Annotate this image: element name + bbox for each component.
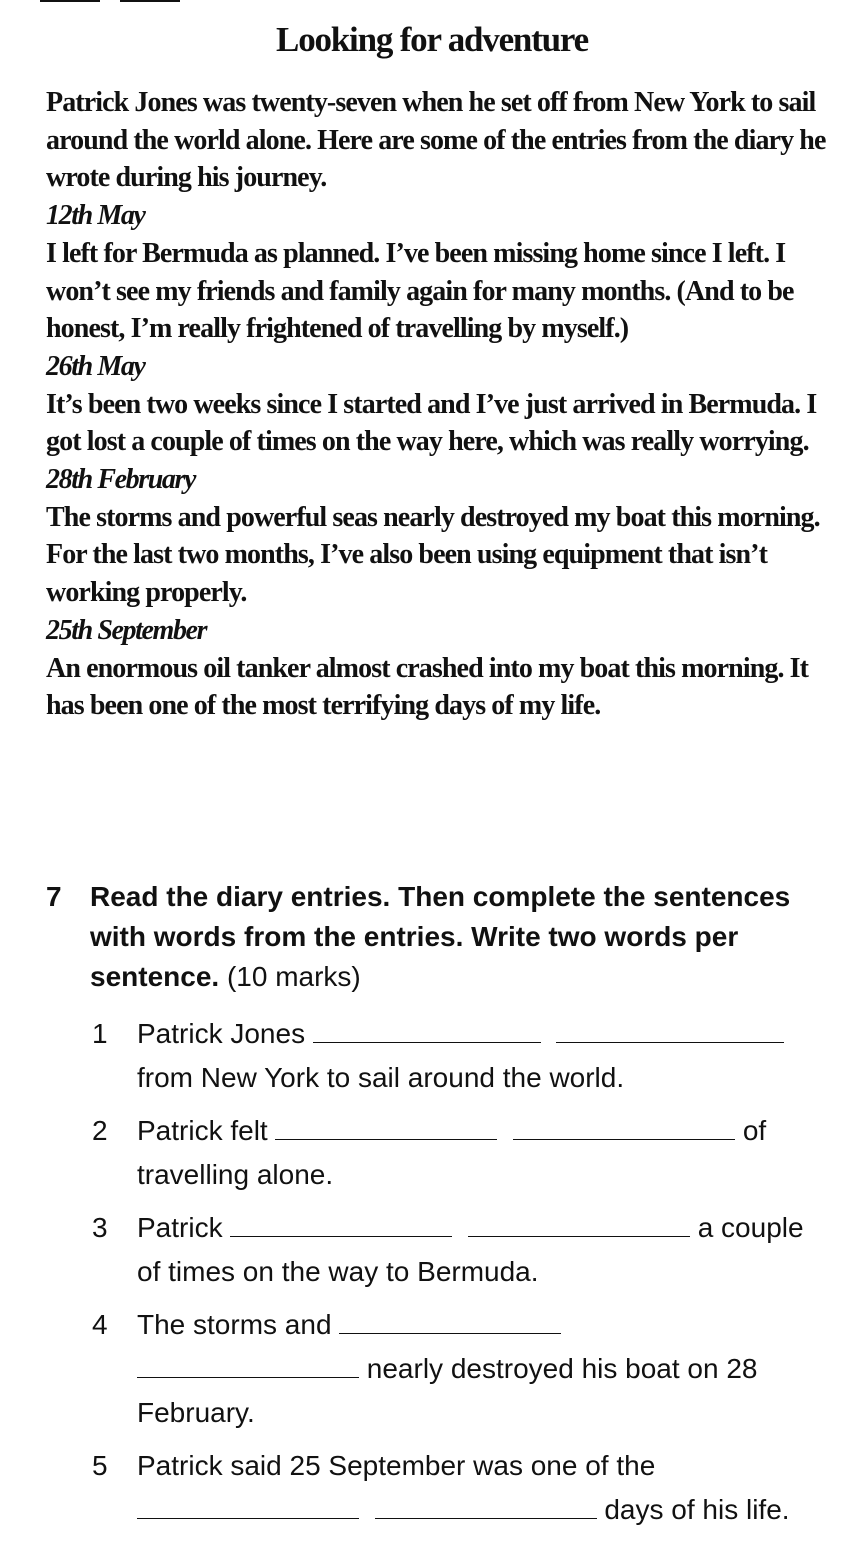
item-number: 2 — [92, 1115, 108, 1146]
entry-date: 25th September — [46, 614, 207, 646]
item-text-before: Patrick Jones — [137, 1018, 306, 1049]
answer-blank[interactable] — [230, 1206, 452, 1237]
page-title: Looking for adventure — [276, 20, 588, 59]
item-text-after: from New York to sail around the world. — [137, 1062, 625, 1093]
item-text-after: of travelling alone. — [137, 1115, 767, 1190]
list-item — [88, 1109, 828, 1197]
entry-date: 26th May — [46, 350, 145, 382]
exercise-instruction — [46, 877, 826, 997]
entry-text: The storms and powerful seas nearly destroyed my boat this morning. For the last two months, I’ve also been using equipment that isn’t working properly. — [46, 501, 820, 609]
list-item — [88, 1444, 828, 1532]
item-text-after: a couple of times on the way to Bermuda. — [137, 1212, 804, 1287]
item-text-before: The storms and — [137, 1309, 332, 1340]
entry-text: I left for Bermuda as planned. I’ve been missing home since I left. I won’t see my friends and family again for many months. (And to be honest, I’m really frightened of travelling by myself.) — [46, 237, 794, 345]
item-number: 3 — [92, 1212, 108, 1243]
item-text-before: Patrick felt — [137, 1115, 268, 1146]
answer-blank[interactable] — [313, 1012, 541, 1043]
exercise-number: 7 — [46, 881, 62, 912]
item-number: 5 — [92, 1450, 108, 1481]
answer-blank[interactable] — [513, 1109, 735, 1140]
list-item — [88, 1303, 828, 1435]
item-number: 4 — [92, 1309, 108, 1340]
exercise-items — [88, 1012, 828, 1541]
diary-text — [46, 84, 836, 725]
answer-blank[interactable] — [556, 1012, 784, 1043]
item-number: 1 — [92, 1018, 108, 1049]
cropped-heading-fragment — [40, 0, 230, 6]
list-item — [88, 1206, 828, 1294]
entry-text: It’s been two weeks since I started and I’ve just arrived in Bermuda. I got lost a couple of times on the way here, which was really worrying. — [46, 388, 817, 458]
entry-date: 12th May — [46, 200, 145, 232]
marks-label: (10 marks) — [226, 961, 361, 992]
answer-blank[interactable] — [275, 1109, 497, 1140]
list-item — [88, 1012, 828, 1100]
item-text-after: nearly destroyed his boat on 28 February. — [137, 1353, 758, 1428]
answer-blank[interactable] — [375, 1488, 597, 1519]
answer-blank[interactable] — [137, 1347, 359, 1378]
item-text-after: days of his life. — [604, 1494, 790, 1525]
answer-blank[interactable] — [468, 1206, 690, 1237]
intro-paragraph: Patrick Jones was twenty-seven when he set off from New York to sail around the world alone. Here are some of the entries from the diary he wrote during his journey. — [46, 87, 826, 194]
entry-text: An enormous oil tanker almost crashed into my boat this morning. It has been one of the most terrifying days of my life. — [46, 652, 809, 722]
item-text-before: Patrick — [137, 1212, 223, 1243]
entry-date: 28th February — [46, 464, 196, 496]
item-text-before: Patrick said 25 September was one of the — [137, 1450, 656, 1481]
answer-blank[interactable] — [137, 1488, 359, 1519]
answer-blank[interactable] — [339, 1303, 561, 1334]
instruction-text: Read the diary entries. Then complete the sentences with words from the entries. Write two words per sentence. — [90, 881, 791, 992]
